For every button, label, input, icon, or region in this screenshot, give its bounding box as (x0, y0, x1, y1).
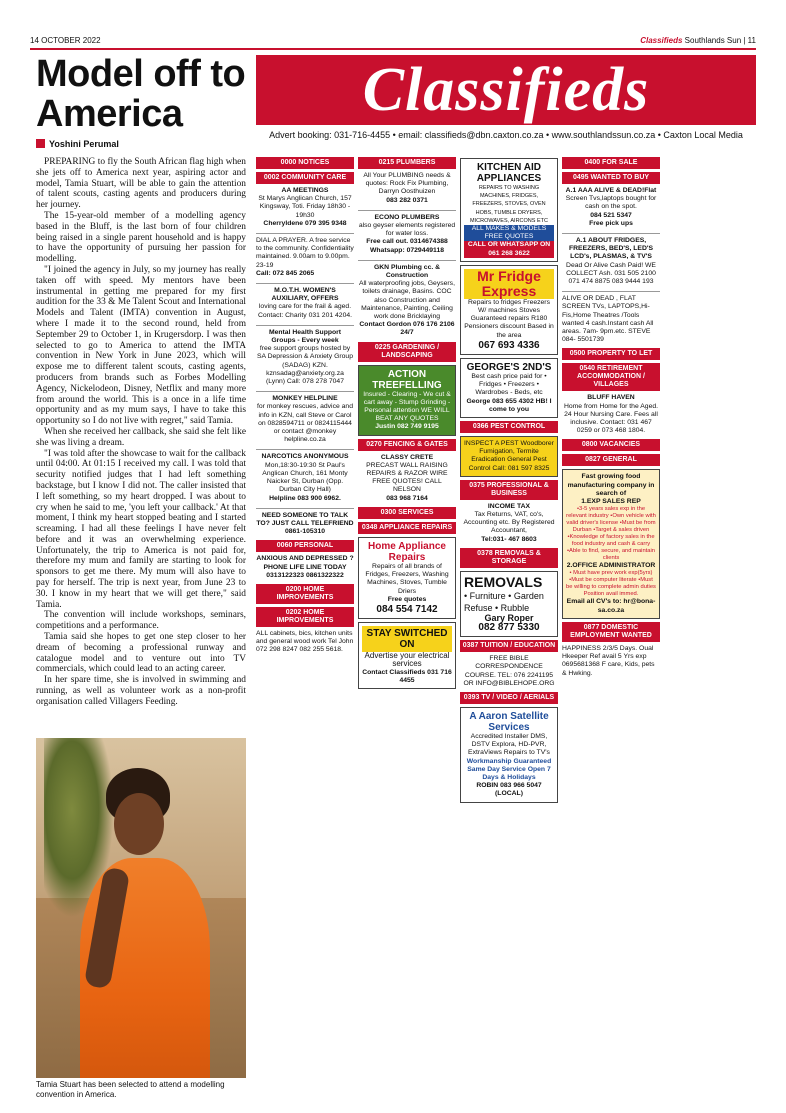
ad-subtitle: Workmanship Guaranteed Same Day Service Open 7 Days & Holidays (466, 757, 552, 781)
display-ad (358, 622, 456, 689)
category-header: 0495 WANTED TO BUY (562, 172, 660, 184)
category-header: 0000 NOTICES (256, 157, 354, 169)
ad-contact: Email all CV's to: hr@bona-sa.co.za (566, 598, 656, 614)
ad-contact: Cherryldene 079 395 9348 (263, 219, 347, 227)
ad-contact: ROBIN 083 966 5047 (LOCAL) (476, 782, 542, 798)
ad-text: All Your PLUMBING needs & quotes: Rock Fix Plumbing, Darryn Oosthuizen (363, 172, 451, 196)
classified-ad (358, 172, 456, 205)
classified-ad (256, 287, 354, 320)
ad-text: Repairs of all brands of Fridges, Freezers, Washing Machines, Stoves, Tumble Driers (365, 562, 449, 595)
ad-title: AA MEETINGS (281, 187, 329, 194)
category-header: 0877 DOMESTIC EMPLOYMENT WANTED (562, 622, 660, 642)
classified-ad (256, 395, 354, 444)
article-paragraph: "I joined the agency in July, so my journey has really taken off with speed. My mentors have been instrumental in getting me prepared for my first audition for the 33 & Me Talent Scout and International Models and Talent (IMTA) convention in August, where I made it to the second round, held from September 29 to October 1, in Krugersdorp. I was then selected to go to America to attend the IMTA convention in New York in June 2023, which will expose me to different talent scouts, casting agents, producers from brands such as Forbes Modelling Agency, Nickelodeon, Disney, Netflix and many more from around the world. This is a once in a life time opportunity and as my mum says, I have to take this opportunity so I do not live with regret," said Tamia. (36, 264, 246, 427)
ad-title: BLUFF HAVEN (587, 394, 635, 402)
ad-subtitle: Free quotes (387, 595, 427, 603)
ad-text: •3-5 years sales exp in the relevant industry •Own vehicle with valid driver's license •Must be from Durban •Target & sales driven •Knowledge of factory sales in the food industry and cash & carry •Able to find, secure, and maintain clients (566, 506, 656, 562)
ad-subtitle: ALL MAKES & MODELS FREE QUOTES (464, 225, 554, 241)
ad-title: GEORGE'S 2ND'S (466, 362, 552, 374)
ad-title: ECONO PLUMBERS (374, 213, 440, 221)
ad-text: Best cash price paid for • Fridges • Freezers • Wardrobes - Beds, etc (471, 373, 547, 397)
ad-contact: 0313122323 0861322322 (266, 571, 344, 579)
ad-title: A Aaron Satellite Services (469, 710, 549, 733)
classified-ad: FREE BIBLE CORRESPONDENCE COURSE. TEL: 076 2241195 OR INFO@BIBLEHOPE.ORG (463, 655, 555, 687)
ad-subtitle: Guaranteed repairs R180 Pensioners discount Based in the area (464, 315, 554, 339)
ad-title: NEED SOMEONE TO TALK TO? JUST CALL TELEFRIEND (256, 511, 354, 527)
classified-ad (256, 237, 354, 278)
article-paragraph: Tamia said she hopes to get one step closer to her dream of becoming a professional runway and catalogue model and to venture out into TV commercials, which could lead to an acting career. (36, 632, 246, 675)
category-header: 0366 PEST CONTROL (460, 421, 558, 433)
ad-text: Dead Or Alive Cash Paid! WE COLLECT Ash. 031 505 2100 071 474 8875 083 9444 193 (566, 261, 656, 286)
section-name: Classifieds (640, 36, 683, 45)
category-header: 0393 TV / VIDEO / AERIALS (460, 692, 558, 704)
ad-title: A.1 ABOUT FRIDGES, FREEZERS, BED'S, LED'S LCD's, PLASMAS, & TV'S (568, 237, 654, 261)
display-ad (358, 537, 456, 619)
classified-ad (460, 503, 558, 544)
category-header: 0225 GARDENING / LANDSCAPING (358, 342, 456, 362)
column-3 (460, 155, 558, 806)
ad-text: Screen Tvs,laptops bought for cash on the spot. (565, 195, 657, 211)
issue-date: 14 OCTOBER 2022 (30, 36, 101, 45)
ad-text: Advertise your electrical services (364, 651, 450, 669)
category-header: 0827 GENERAL (562, 454, 660, 466)
classified-ad: HAPPINESS 2/3/5 Days. Oual Hkeeper Ref avail 5 Yrs exp 0695681368 F care, Kids, pets & Hwking. (562, 644, 655, 677)
ad-contact: 084 554 7142 (376, 603, 438, 615)
category-header: 0500 PROPERTY TO LET (562, 348, 660, 360)
ad-text: Accredited Installer DMS, DSTV Explora, HD-PVR, ExtraViews Repairs to TV's (468, 732, 550, 757)
ad-text: REPAIRS TO WASHING MACHINES, FRIDGES, FREEZERS, STOVES, OVEN HOBS, TUMBLE DRYERS, MICROWAVES, AIRCONS ETC (470, 185, 548, 224)
category-header: 0215 PLUMBERS (358, 157, 456, 169)
ad-text: St Marys Anglican Church, 157 Kingsway, Toti. Friday 18h30 - 19h30 (258, 195, 352, 219)
article-photo (36, 738, 246, 1078)
display-ad (460, 358, 558, 418)
category-header: 0378 REMOVALS & STORAGE (460, 548, 558, 568)
article-paragraph: The convention will include workshops, seminars, competitions and a performance. (36, 610, 246, 632)
ad-title: A.1 AAA ALIVE & DEAD!Flat (565, 187, 657, 194)
ad-text: also geyser elements registered for water loss. (358, 222, 456, 238)
display-ad (460, 265, 558, 355)
category-header: 0400 FOR SALE (562, 157, 660, 169)
ad-contact: CALL OR WHATSAPP ON 061 268 3622 (464, 241, 554, 257)
classified-ad (358, 214, 456, 255)
display-ad (460, 158, 558, 262)
display-ad (358, 365, 456, 436)
article-paragraph: "I was told after the showcase to wait for the callback until 04:00. At 01:15 I received my call. I was told that security notified judges that I had left something backstage, but I know I did not. The caller insisted that I left something, so my heart dropped. I was about to cry when he said to me, 'you left your callback.' At that moment, I think my heart stopped beating and I started screaming. I had all these feelings I have never felt before and it was an overwhelming experience. Unfortunately, the trip to America is not paid for, therefore my mum and family are starting to look for sponsors to get me there. My mum will also have to pay for herself. The trip is next year, from June 23 to 30. I know in my heart that we will get there," said Tamia. (36, 448, 246, 610)
article-paragraph: In her spare time, she is involved in swimming and running, as well as volunteer work as a non-profit organisation called Villagers Feeding. (36, 675, 246, 707)
classified-ad (562, 394, 660, 435)
ad-text: PRECAST WALL RAISING REPAIRS & RAZOR WIRE FREE QUOTES! CALL NELSON (366, 461, 448, 494)
ad-text: • Furniture • Garden Refuse • Rubble (464, 590, 544, 613)
article-paragraph: PREPARING to fly the South African flag high when she jets off to America next year, aspiring actor and model, Tamia Stuart, will be able to gain the attention of talent scouts, casting agents and producers during her journey. (36, 157, 246, 211)
classified-ad (256, 329, 354, 386)
article-paragraph: The 15-year-old member of a modelling agency based in the Bluff, is the last born of four children being raised in a single parent household and is happy to have the opportunity of pursuing her passion for modelling. (36, 210, 246, 265)
ad-text: loving care for the frail & aged. Contact: Charity 031 201 4204. (257, 303, 353, 319)
classified-ad (256, 453, 354, 502)
ad-text: All waterproofing jobs, Geysers, toilets drainage, Basins. COC also Construction and Maintenance, Painting, Ceiling work done Bricklaying (359, 280, 455, 321)
ad-title: CLASSY CRETE (380, 453, 434, 461)
classifieds-banner: Classifieds (256, 55, 756, 125)
category-header: 0375 PROFESSIONAL & BUSINESS (460, 480, 558, 500)
ad-contact: 067 693 4336 (478, 339, 540, 351)
photo-caption: Tamia Stuart has been selected to attend a modelling convention in America. (36, 1080, 225, 1099)
ad-text: Mon,18:30-19:30 St Paul's Anglican Church, 161 Monty Naicker St, Durban (Opp. Durban City Hall) (262, 461, 348, 494)
ad-contact: kznsadag@anxiety.org.za (Lynn) Call: 078 278 7047 (266, 369, 344, 386)
column-4 (562, 155, 660, 682)
category-header: 0200 HOME IMPROVEMENTS (256, 584, 354, 604)
classified-ad (358, 454, 456, 503)
ad-title: KITCHEN AID APPLIANCES (476, 162, 542, 184)
ad-contact: Contact Gordon 076 176 2106 24/7 (359, 321, 455, 337)
ad-title: ACTION TREEFELLING (372, 368, 442, 391)
ad-contact: Tel:031- 467 8603 (481, 535, 537, 543)
ad-contact: 083 968 7164 (386, 494, 428, 502)
ad-title: INCOME TAX (487, 502, 531, 510)
classified-ad: ALIVE OR DEAD , FLAT SCREEN TVs, LAPTOPS,Hi-Fis,Home Theatres /Tools wanted 4 cash.Instant cash All areas. 7am- 9pm.etc. STEVE 084- 5501739 (562, 295, 654, 344)
classified-ad (256, 512, 354, 537)
ad-contact: 0861-105310 (284, 528, 326, 536)
ad-text: free support groups hosted by SA Depression & Anxiety Group (SADAG) KZN. (257, 345, 353, 369)
ad-title: Home Appliance Repairs (368, 540, 446, 563)
ad-contact: 083 282 0371 (386, 196, 428, 204)
ad-text: Home from Home for the Aged. 24 Hour Nursing Care. Fees all inclusive. Contact: 031 467 0259 or 073 468 1804. (563, 402, 659, 435)
classified-ad (562, 237, 660, 286)
ad-title: Fast growing food manufacturing company in search of (567, 473, 655, 497)
paper-info (640, 36, 756, 46)
column-1 (256, 155, 354, 659)
ad-title: Mental Health Support Groups - Every week (268, 328, 342, 345)
display-ad: INSPECT A PEST Woodborer Fumigation, Termite Eradication General Pest Control Call: 081 597 8325 (460, 436, 558, 477)
article-byline: Yoshini Perumal (36, 139, 119, 150)
ad-title: MONKEY HELPLINE (272, 395, 338, 403)
ad-text: Insured - Clearing - We cut & cart away - Stump Grinding - Personal attention WE WILL BEAT ANY QUOTES (363, 390, 451, 423)
category-header: 0202 HOME IMPROVEMENTS (256, 607, 354, 627)
ad-title: GKN Plumbing cc. & Construction (373, 263, 441, 280)
article-paragraph: When she received her callback, she said she felt like she was living a dream. (36, 426, 246, 448)
column-2 (358, 155, 456, 692)
ad-subtitle: 2.OFFICE ADMINISTRATOR (566, 562, 656, 570)
display-ad (460, 707, 558, 803)
ad-title: NARCOTICS ANONYMOUS (261, 453, 349, 461)
ad-contact: 082 877 5330 (478, 622, 540, 634)
ad-contact: Call: 072 845 2065 (256, 269, 315, 277)
display-ad (562, 469, 660, 618)
category-header: 0002 COMMUNITY CARE (256, 172, 354, 184)
ad-subtitle: 1.EXP SALES REP (581, 498, 641, 506)
ad-name: Gary Roper (484, 612, 534, 623)
ad-contact: George 083 655 4302 HB! I come to you (466, 397, 552, 413)
category-header: 0270 FENCING & GATES (358, 439, 456, 451)
ad-contact: Justin 082 749 9195 (375, 423, 439, 431)
ad-contact: Contact Classifieds 031 716 4455 (362, 668, 452, 684)
category-header: 0348 APPLIANCE REPAIRS (358, 522, 456, 534)
ad-contact: Free call out. 0314674388 Whatsapp: 0729449118 (366, 238, 448, 254)
paper-name: Southlands Sun | 11 (684, 36, 756, 45)
ad-text: for monkey rescues, advice and info in KZN, call Steve or Carol on 0828594711 or 0824115444 or contact @monkey helpline.co.za (257, 403, 353, 444)
ad-title: STAY SWITCHED ON (362, 626, 452, 652)
ad-text: DIAL A PRAYER. A free service to the community. Confidentiality maintained. 9.00am to 9.00pm. 23-19 (256, 237, 354, 269)
classified-ad (256, 555, 354, 580)
article-headline: Model off to America (36, 53, 246, 135)
display-ad (460, 571, 558, 637)
ad-title: Mr Fridge Express (464, 269, 554, 299)
category-header: 0800 VACANCIES (562, 439, 660, 451)
category-header: 0300 SERVICES (358, 507, 456, 519)
ad-title: M.O.T.H. WOMEN'S AUXILIARY, OFFERS (271, 287, 339, 303)
booking-contact: Advert booking: 031-716-4455 • email: classifieds@dbn.caxton.co.za • www.southlandssun.co.za • Caxton Local Media (269, 130, 743, 140)
ad-title: ANXIOUS AND DEPRESSED ?PHONE LIFE LINE TODAY (256, 555, 354, 571)
article-body (36, 157, 246, 735)
ad-contact: Helpline 083 900 6962. (269, 494, 341, 502)
classified-ad (358, 264, 456, 338)
category-header: 0540 RETIREMENT ACCOMMODATION / VILLAGES (562, 363, 660, 391)
ad-text: Tax Returns, VAT, co's, Accounting etc. By Registered Accountant, (463, 511, 555, 535)
classified-ad (562, 187, 660, 228)
ad-contact: 084 521 5347 (590, 211, 632, 219)
ad-title: REMOVALS (464, 573, 543, 590)
classified-ad: ALL cabinets, bics, kitchen units and general wood work Tel John 072 298 8247 082 255 5618. (256, 629, 354, 654)
category-header: 0387 TUITION / EDUCATION (460, 640, 558, 652)
ad-text: • Must have prev work exp(5yrs) •Must be computer literate •Must be willing to complete admin duties Position avail immed. (566, 570, 656, 598)
page-header (30, 34, 756, 50)
ad-text: Repairs to fridges Freezers W/ machines Stoves (468, 298, 550, 315)
category-header: 0060 PERSONAL (256, 540, 354, 552)
ad-subtitle: Free pick ups (589, 219, 633, 227)
classified-ad (256, 187, 354, 228)
